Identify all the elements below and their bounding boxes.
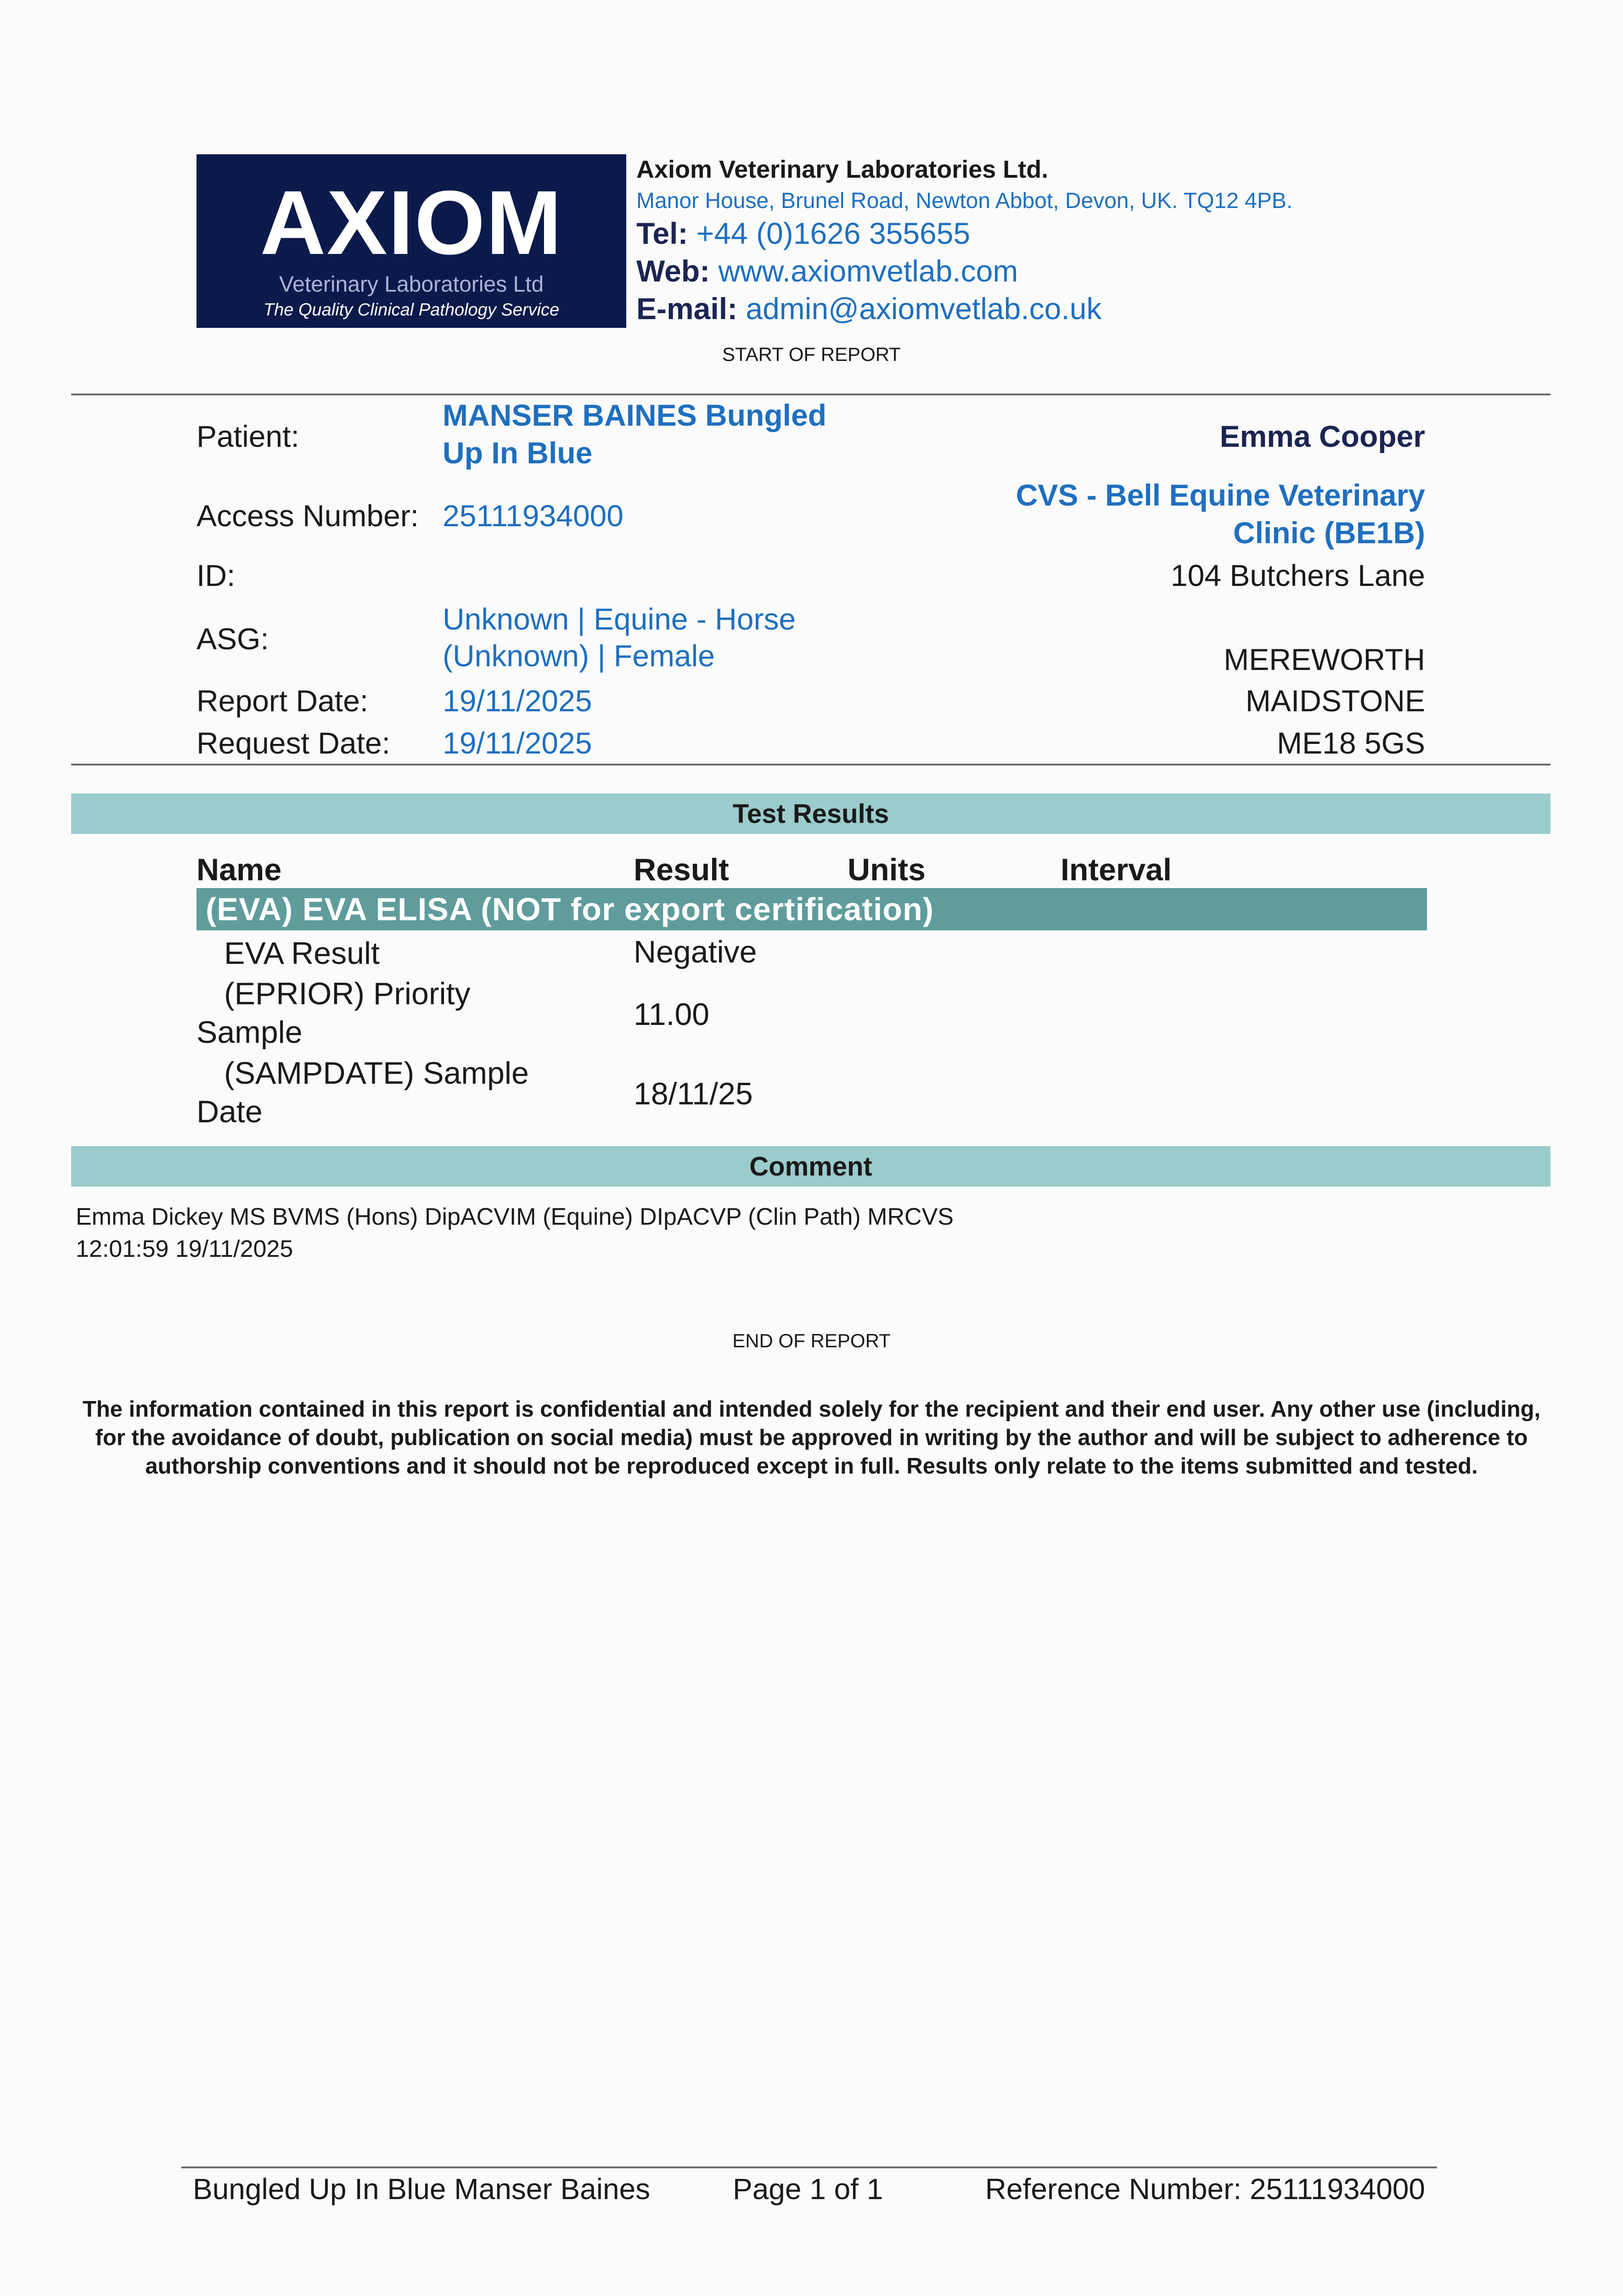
table-row — [197, 974, 610, 1052]
comment-timestamp: 12:01:59 19/11/2025 — [76, 1236, 293, 1262]
footer-reference: Reference Number: 25111934000 — [985, 2172, 1425, 2206]
result-value: 18/11/25 — [634, 1076, 753, 1111]
result-name: (SAMPDATE) Sample — [224, 1056, 529, 1091]
logo-tagline: The Quality Clinical Pathology Service — [263, 300, 560, 320]
web-label: Web: — [636, 254, 710, 288]
access-number-value: 25111934000 — [443, 499, 623, 533]
logo-subtitle: Veterinary Laboratories Ltd — [279, 272, 544, 297]
request-date-label: Request Date: — [197, 726, 390, 760]
test-results-header: Test Results — [71, 793, 1550, 834]
lab-logo — [197, 154, 626, 328]
logo-name: AXIOM — [260, 172, 563, 273]
divider-top — [71, 394, 1550, 395]
company-name: Axiom Veterinary Laboratories Ltd. — [636, 156, 1049, 183]
email-link[interactable]: admin@axiomvetlab.co.uk — [746, 292, 1102, 326]
company-address: Manor House, Brunel Road, Newton Abbot, Devon, UK. TQ12 4PB. — [636, 189, 1293, 213]
asg-value-line2: (Unknown) | Female — [443, 639, 715, 673]
table-row — [197, 934, 610, 973]
report-date-label: Report Date: — [197, 684, 369, 718]
tel-label: Tel: — [636, 216, 688, 250]
web-link[interactable]: www.axiomvetlab.com — [718, 254, 1018, 288]
company-tel — [636, 216, 970, 251]
result-value: 11.00 — [634, 997, 710, 1032]
col-header-interval: Interval — [1061, 852, 1172, 887]
id-label: ID: — [197, 558, 236, 592]
divider-patient — [71, 764, 1550, 765]
request-date-value: 19/11/2025 — [443, 726, 592, 760]
email-label: E-mail: — [636, 292, 738, 326]
clinic-address-town: MEREWORTH — [1224, 642, 1425, 676]
result-value: Negative — [634, 934, 757, 969]
patient-name-line1: MANSER BAINES Bungled — [443, 398, 827, 432]
clinic-name-line1: CVS - Bell Equine Veterinary — [1016, 478, 1425, 512]
end-of-report: END OF REPORT — [732, 1330, 891, 1351]
table-row — [197, 1054, 610, 1131]
test-group-title: (EVA) EVA ELISA (NOT for export certification) — [197, 888, 1427, 930]
asg-label: ASG: — [197, 622, 269, 656]
footer-patient: Bungled Up In Blue Manser Baines — [193, 2172, 651, 2206]
company-email — [636, 291, 1101, 326]
patient-label: Patient: — [197, 419, 299, 453]
result-name-cont: Date — [197, 1094, 263, 1129]
company-web — [636, 253, 1018, 288]
col-header-result: Result — [634, 852, 729, 887]
patient-name-line2: Up In Blue — [443, 436, 593, 470]
clinic-address-city: MAIDSTONE — [1245, 684, 1425, 718]
clinic-postcode: ME18 5GS — [1277, 726, 1425, 760]
clinic-address-street: 104 Butchers Lane — [1170, 558, 1425, 592]
col-header-name: Name — [197, 852, 282, 887]
clinic-name-line2: Clinic (BE1B) — [1233, 516, 1425, 550]
asg-value-line1: Unknown | Equine - Horse — [443, 602, 796, 636]
footer-divider — [181, 2167, 1437, 2168]
access-number-label: Access Number: — [197, 499, 419, 533]
col-header-units: Units — [848, 852, 926, 887]
report-date-value: 19/11/2025 — [443, 684, 592, 718]
tel-value[interactable]: +44 (0)1626 355655 — [696, 216, 971, 250]
comment-author: Emma Dickey MS BVMS (Hons) DipACVIM (Equine) DIpACVP (Clin Path) MRCVS — [76, 1204, 954, 1230]
vet-name: Emma Cooper — [1219, 419, 1425, 453]
comment-header: Comment — [71, 1146, 1550, 1187]
result-name: (EPRIOR) Priority — [224, 976, 471, 1011]
start-of-report: START OF REPORT — [722, 343, 901, 365]
confidentiality-disclaimer: The information contained in this report is confidential and intended solely for the recipient and their end user. Any other use (including, for the avoidance of doubt, publication on social media) must be approved in writing by the author and will be subject to adherence to authorship conventions and it should not be reproduced except in full. Results only relate to the items submitted and tested. — [82, 1397, 1541, 1479]
footer-page-number: Page 1 of 1 — [733, 2172, 883, 2206]
result-name: EVA Result — [224, 936, 380, 971]
result-name-cont: Sample — [197, 1015, 303, 1050]
